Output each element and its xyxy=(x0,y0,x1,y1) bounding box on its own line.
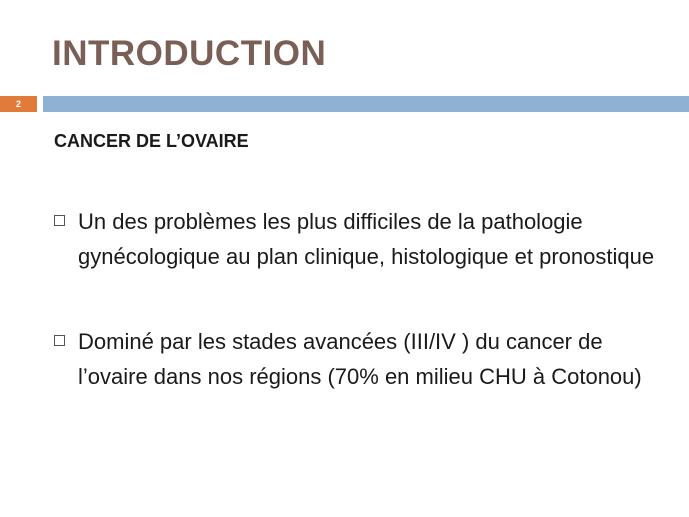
slide-number-badge: 2 xyxy=(0,96,37,112)
bullet-item xyxy=(54,324,664,394)
bullet-text: Dominé par les stades avancées (III/IV ) du cancer de l’ovaire dans nos régions (70% en milieu CHU à Cotonou) xyxy=(78,329,642,389)
slide-title: INTRODUCTION xyxy=(52,34,327,73)
square-bullet-icon xyxy=(54,335,65,346)
bullet-text: Un des problèmes les plus difficiles de la pathologie gynécologique au plan clinique, histologique et pronostique xyxy=(78,209,655,269)
slide-subtitle: CANCER DE L’OVAIRE xyxy=(54,131,249,151)
square-bullet-icon xyxy=(54,215,65,226)
bullet-item xyxy=(54,204,664,274)
bullet-list xyxy=(54,204,664,394)
title-accent-bar xyxy=(43,96,689,112)
